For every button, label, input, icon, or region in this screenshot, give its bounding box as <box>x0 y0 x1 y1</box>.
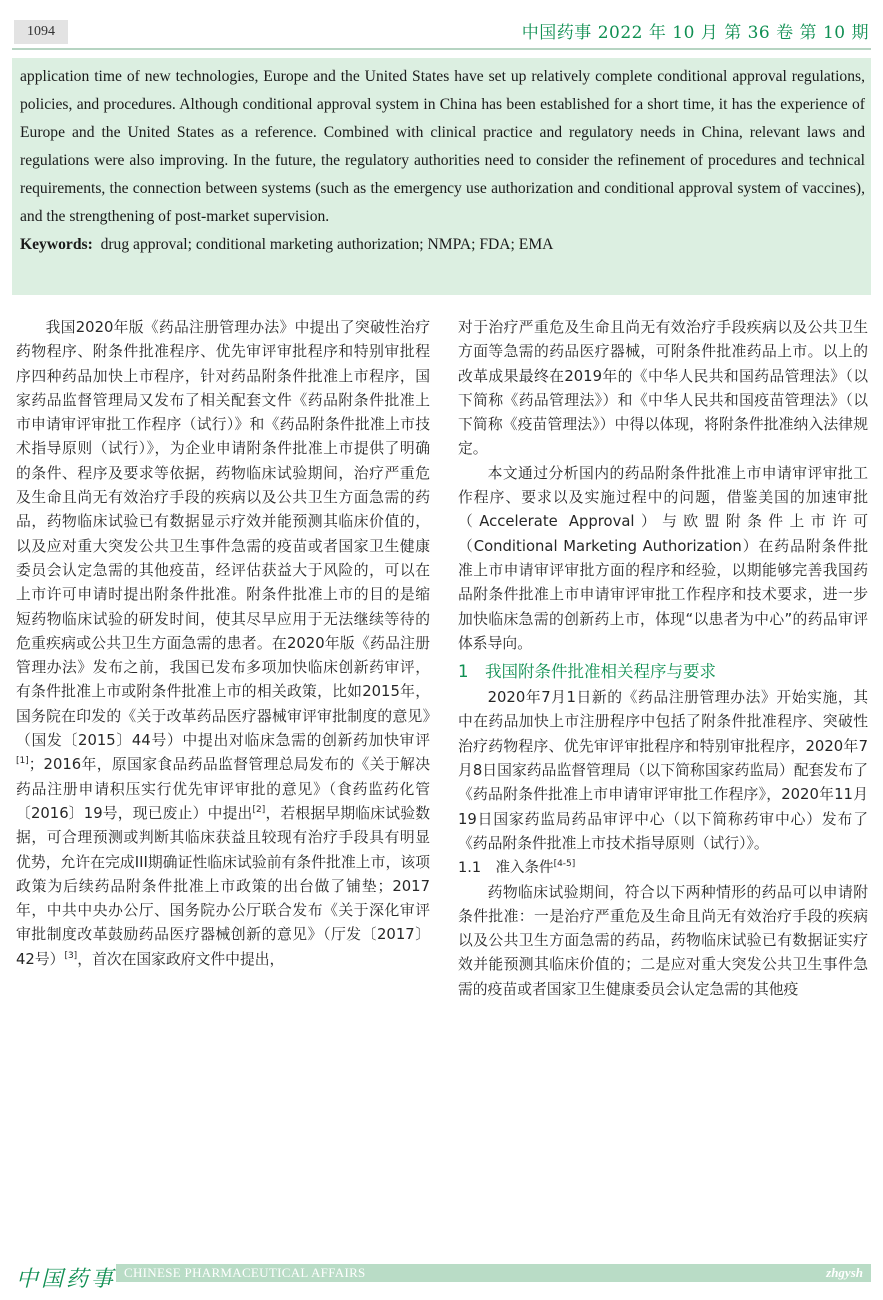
journal-issue-info: 中国药事 2022 年 10 月 第 36 卷 第 10 期 <box>521 23 869 43</box>
right-paragraph-2: 本文通过分析国内的药品附条件批准上市申请审评审批工作程序、要求以及实施过程中的问题，借鉴美国的加速审批（Accelerate Approval）与欧盟附条件上市许可（Conditional Marketing Authorization）在药品附条件批准上市申请审评审批方面的程序和经验，以期能够完善我国药品附条件批准上市申请审评审批工作程序和技术要求，进一步加快临床急需的创新药上市，体现“以患者为中心”的药品审评体系导向。 <box>458 464 868 652</box>
abstract-text: application time of new technologies, Europe and the United States have set up relatively complete conditional approval regulations, policies, and procedures. Although conditional approval system in China has been established for a short time, it has the experience of Europe and the United States as a reference. Combined with clinical practice and regulatory needs in China, relevant laws and regulations were also improving. In the future, the regulatory authorities need to consider the refinement of procedures and technical requirements, the connection between systems (such as the emergency use authorization and conditional approval system of vaccines), and the strengthening of post-market supervision. <box>20 68 865 225</box>
watermark-text: zhgysh <box>826 1265 863 1280</box>
citation-ref-4-5: [4-5] <box>553 859 576 870</box>
journal-english-title: CHINESE PHARMACEUTICAL AFFAIRS <box>124 1265 366 1280</box>
page-header <box>0 0 883 60</box>
citation-ref-1: [1] <box>16 756 29 767</box>
keywords-line <box>20 231 865 259</box>
keywords-text: drug approval; conditional marketing authorization; NMPA; FDA; EMA <box>100 236 554 253</box>
journal-logo: 中国药事 <box>16 1267 117 1292</box>
left-text-d: ，首次在国家政府文件中提出， <box>77 950 285 968</box>
subsection-title: 1.1 准入条件 <box>458 860 554 877</box>
citation-ref-3: [3] <box>64 950 78 961</box>
citation-ref-2: [2] <box>252 805 266 816</box>
left-paragraph-1 <box>16 316 430 972</box>
right-paragraph-1: 对于治疗严重危及生命且尚无有效治疗手段疾病以及公共卫生方面等急需的药品医疗器械，可附条件批准药品上市。以上的改革成果最终在2019年的《中华人民共和国药品管理法》（以下简称《药品管理法》）和《中华人民共和国疫苗管理法》（以下简称《疫苗管理法》）中得以体现，将附条件批准纳入法律规定。 <box>458 319 868 458</box>
right-paragraph-4: 药物临床试验期间，符合以下两种情形的药品可以申请附条件批准：一是治疗严重危及生命且尚无有效治疗手段的疾病以及公共卫生方面急需的药品，药物临床试验已有数据证实疗效并能预测其临床价值的；二是应对重大突发公共卫生事件急需的疫苗或者国家卫生健康委员会认定急需的其他疫 <box>458 883 868 998</box>
header-divider <box>12 48 871 50</box>
keywords-label: Keywords: <box>20 236 93 253</box>
left-text-c: ，若根据早期临床试验数据，可合理预测或判断其临床获益且较现有治疗手段具有明显优势，允许在完成III期确证性临床试验前有条件批准上市，该项政策为后续药品附条件批准上市政策的出台做了铺垫；2017年，中共中央办公厅、国务院办公厅联合发布《关于深化审评审批制度改革鼓励药品医疗器械创新的意见》（厅发〔2017〕42号） <box>16 804 430 968</box>
subsection-heading <box>458 856 868 880</box>
right-paragraph-3: 2020年7月1日新的《药品注册管理办法》开始实施，其中在药品加快上市注册程序中包括了附条件批准程序、突破性治疗药物程序、优先审评审批程序和特别审批程序，2020年7月8日国家药品监督管理局（以下简称国家药监局）配套发布了《药品附条件批准上市申请审评审批工作程序》，2020年11月19日国家药监局药品审评中心（以下简称药审中心）发布了《药品附条件批准上市技术指导原则（试行）》。 <box>458 689 868 852</box>
section-heading: 1 我国附条件批准相关程序与要求 <box>458 662 716 682</box>
page-number: 1094 <box>14 20 68 44</box>
left-text-a: 我国2020年版《药品注册管理办法》中提出了突破性治疗药物程序、附条件批准程序、优先审评审批程序和特别审批程序四种药品加快上市程序，针对药品附条件批准上市程序，国家药品监督管理局又发布了相关配套文件《药品附条件批准上市申请审评审批工作程序（试行）》和《药品附条件批准上市技术指导原则（试行）》，为企业申请附条件批准上市提供了明确的条件、程序及要求等依据，药物临床试验期间，治疗严重危及生命且尚无有效治疗手段的疾病以及公共卫生方面急需的药品，药物临床试验已有数据显示疗效并能预测其临床价值的，以及应对重大突发公共卫生事件急需的疫苗或者国家卫生健康委员会认定急需的其他疫苗，经评估获益大于风险的，可以在上市许可申请时提出附条件批准。附条件批准上市的目的是缩短药物临床试验的研发时间，使其尽早应用于无法继续等待的危重疾病或公共卫生方面急需的患者。在2020年版《药品注册管理办法》发布之前，我国已发布多项加快临床创新药审评，有条件批准上市或附条件批准上市的相关政策，比如2015年，国务院在印发的《关于改革药品医疗器械审评审批制度的意见》（国发〔2015〕44号）中提出对临床急需的创新药加快审评 <box>16 319 430 750</box>
footer-bar <box>116 1264 871 1282</box>
left-column <box>16 316 430 972</box>
english-abstract-box <box>12 58 871 295</box>
page-footer <box>0 1256 883 1300</box>
left-text-b: ；2016年，原国家食品药品监督管理总局发布的《关于解决药品注册申请积压实行优先审评审批的意见》（食药监药化管〔2016〕19号，现已废止）中提出 <box>16 756 430 822</box>
right-column <box>458 316 868 1002</box>
